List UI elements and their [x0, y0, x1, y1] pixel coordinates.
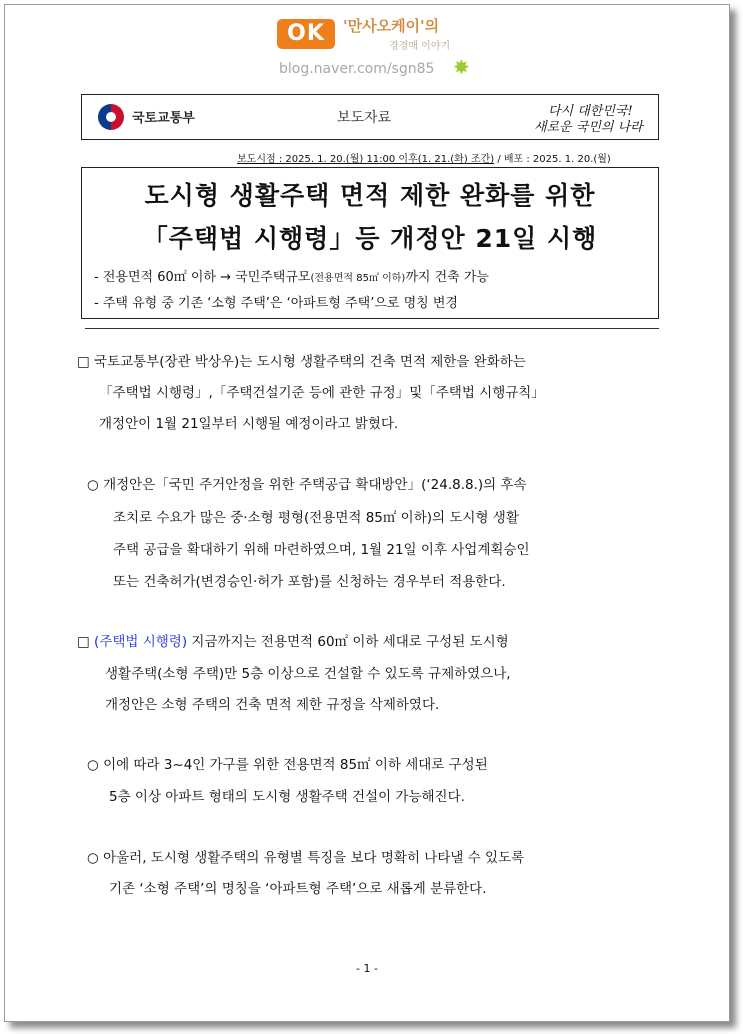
watermark-subtitle: 경경매 이야기	[389, 41, 451, 52]
paragraph-2-line-1: ○ 개정안은「국민 주거안정을 위한 주택공급 확대방안」(‘24.8.8.)의 후속	[87, 477, 527, 493]
paragraph-1-line-1: □ 국토교통부(장관 박상우)는 도시형 생활주택의 건축 면적 제한을 완화하는	[77, 354, 526, 370]
distribution-date: 배포 : 2025. 1. 20.(월)	[503, 154, 611, 165]
subheadline-2: - 주택 유형 중 기존 ‘소형 주택’은 ‘아파트형 주택’으로 명칭 변경	[94, 296, 458, 311]
sparkle-icon: ✸	[453, 55, 470, 79]
paragraph-3-text: 지금까지는 전용면적 60㎡ 이하 세대로 구성된 도시형	[187, 634, 509, 650]
ok-badge: OK	[277, 19, 335, 49]
headline-box	[81, 167, 659, 319]
government-emblem-icon	[98, 104, 124, 130]
headline-line-1: 도시형 생활주택 면적 제한 완화를 위한	[144, 181, 596, 210]
page-number: - 1 -	[356, 962, 378, 975]
release-info	[237, 150, 611, 165]
paragraph-4-line-1: ○ 이에 따라 3~4인 가구를 위한 전용면적 85㎡ 이하 세대로 구성된	[87, 757, 488, 773]
paragraph-5-line-2: 기존 ‘소형 주택’의 명칭을 ‘아파트형 주택’으로 새롭게 분류한다.	[109, 881, 487, 897]
press-header	[81, 94, 659, 140]
paragraph-2-line-2: 조치로 수요가 많은 중·소형 평형(전용면적 85㎡ 이하)의 도시형 생활	[113, 510, 519, 526]
watermark-title: '만사오케이'의	[343, 17, 440, 35]
paragraph-3-tag: (주택법 시행령)	[94, 634, 188, 650]
document-type: 보도자료	[337, 110, 392, 126]
slogan-line-2: 새로운 국민의 나라	[534, 120, 643, 135]
subheadline-1-main: - 전용면적 60㎡ 이하 → 국민주택규모	[94, 270, 311, 285]
slogan-line-1: 다시 대한민국!	[548, 104, 633, 119]
embargo-time: 보도시점 : 2025. 1. 20.(월) 11:00 이후(1. 21.(화) 조간)	[237, 154, 495, 165]
paragraph-3-line-2: 생활주택(소형 주택)만 5층 이상으로 건설할 수 있도록 규제하였으나,	[105, 666, 511, 682]
subheadline-1-end: 까지 건축 가능	[405, 270, 489, 285]
blog-watermark	[271, 9, 481, 85]
paragraph-3-line-1	[77, 627, 509, 657]
paragraph-1-line-2: 「주택법 시행령」,「주택건설기준 등에 관한 규정」및「주택법 시행규칙」	[99, 385, 545, 401]
paragraph-1-line-3: 개정안이 1월 21일부터 시행될 예정이라고 밝혔다.	[99, 416, 399, 432]
paragraph-3-box: □	[77, 634, 95, 650]
subheadline-1	[94, 266, 489, 285]
document-page	[4, 4, 730, 1022]
release-separator: /	[494, 154, 504, 165]
paragraph-2-line-4: 또는 건축허가(변경승인·허가 포함)를 신청하는 경우부터 적용한다.	[113, 574, 506, 590]
watermark-blog-url: blog.naver.com/sgn85	[279, 61, 435, 77]
paragraph-4-line-2: 5층 이상 아파트 형태의 도시형 생활주택 건설이 가능해진다.	[109, 789, 465, 805]
subheadline-1-note: (전용면적 85㎡ 이하)	[310, 273, 406, 284]
paragraph-3-line-3: 개정안은 소형 주택의 건축 면적 제한 규정을 삭제하였다.	[105, 697, 440, 713]
headline-line-2: 「주택법 시행령」등 개정안 21일 시행	[142, 224, 598, 253]
ministry-name: 국토교통부	[132, 111, 195, 126]
paragraph-2-line-3: 주택 공급을 확대하기 위해 마련하였으며, 1월 21일 이후 사업계획승인	[113, 542, 530, 558]
paragraph-5-line-1: ○ 아울러, 도시형 생활주택의 유형별 특징을 보다 명확히 나타낼 수 있도록	[87, 850, 525, 866]
divider-line	[85, 328, 659, 329]
